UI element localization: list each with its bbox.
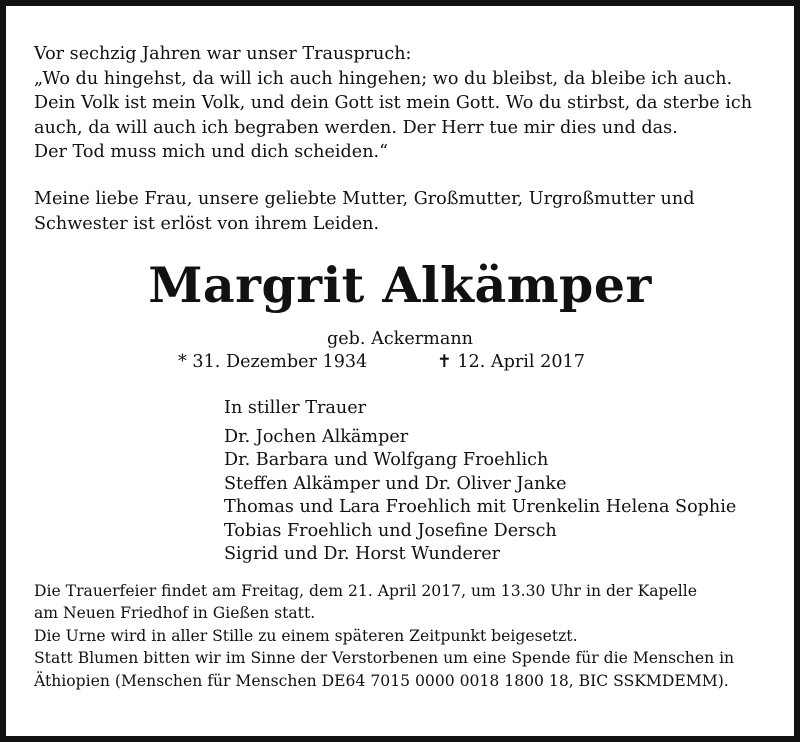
mourner-name: Sigrid und Dr. Horst Wunderer [224, 544, 501, 564]
mourners-heading: In stiller Trauer [224, 398, 367, 418]
mourner-name: Dr. Jochen Alkämper [224, 426, 409, 447]
notice-line: Die Urne wird in aller Stille zu einem späteren Zeitpunkt beigesetzt. [34, 626, 578, 645]
verse-line: Dein Volk ist mein Volk, und dein Gott ist mein Gott. Wo du stirbst, da sterbe ich [34, 93, 753, 113]
mourner-name: Tobias Froehlich und Josefine Dersch [224, 520, 557, 541]
mourners-block [224, 397, 736, 567]
mourner-name: Dr. Barbara und Wolfgang Froehlich [224, 450, 549, 470]
funeral-notice [34, 580, 780, 692]
notice-line: Die Trauerfeier findet am Freitag, dem 21. April 2017, um 13.30 Uhr in der Kapelle [34, 582, 697, 600]
notice-line: am Neuen Friedhof in Gießen statt. [34, 604, 316, 623]
mourner-name: Steffen Alkämper und Dr. Oliver Janke [224, 473, 567, 494]
intro-line: Schwester ist erlöst von ihrem Leiden. [34, 213, 380, 234]
intro-line: Meine liebe Frau, unsere geliebte Mutter, Großmutter, Urgroßmutter und [34, 189, 695, 209]
maiden-name: geb. Ackermann [327, 329, 473, 349]
death-date: ✝ 12. April 2017 [437, 352, 585, 372]
wedding-verse [34, 42, 780, 165]
verse-line: auch, da will auch ich begraben werden. Der Herr tue mir dies und das. [34, 117, 678, 138]
deceased-name: Margrit Alkämper [148, 256, 652, 314]
birth-date: * 31. Dezember 1934 [178, 352, 368, 372]
mourner-name: Thomas und Lara Froehlich mit Urenkelin Helena Sophie [224, 497, 737, 517]
verse-line: Der Tod muss mich und dich scheiden.“ [34, 142, 389, 162]
notice-line: Statt Blumen bitten wir im Sinne der Verstorbenen um eine Spende für die Menschen in [34, 649, 735, 668]
verse-line: Vor sechzig Jahren war unser Trauspruch: [34, 44, 412, 64]
intro-text [34, 187, 780, 236]
verse-line: „Wo du hingehst, da will ich auch hingehen; wo du bleibst, da bleibe ich auch. [34, 68, 733, 89]
notice-line: Äthiopien (Menschen für Menschen DE64 7015 0000 0018 1800 18, BIC SSKMDEMM). [34, 671, 729, 690]
